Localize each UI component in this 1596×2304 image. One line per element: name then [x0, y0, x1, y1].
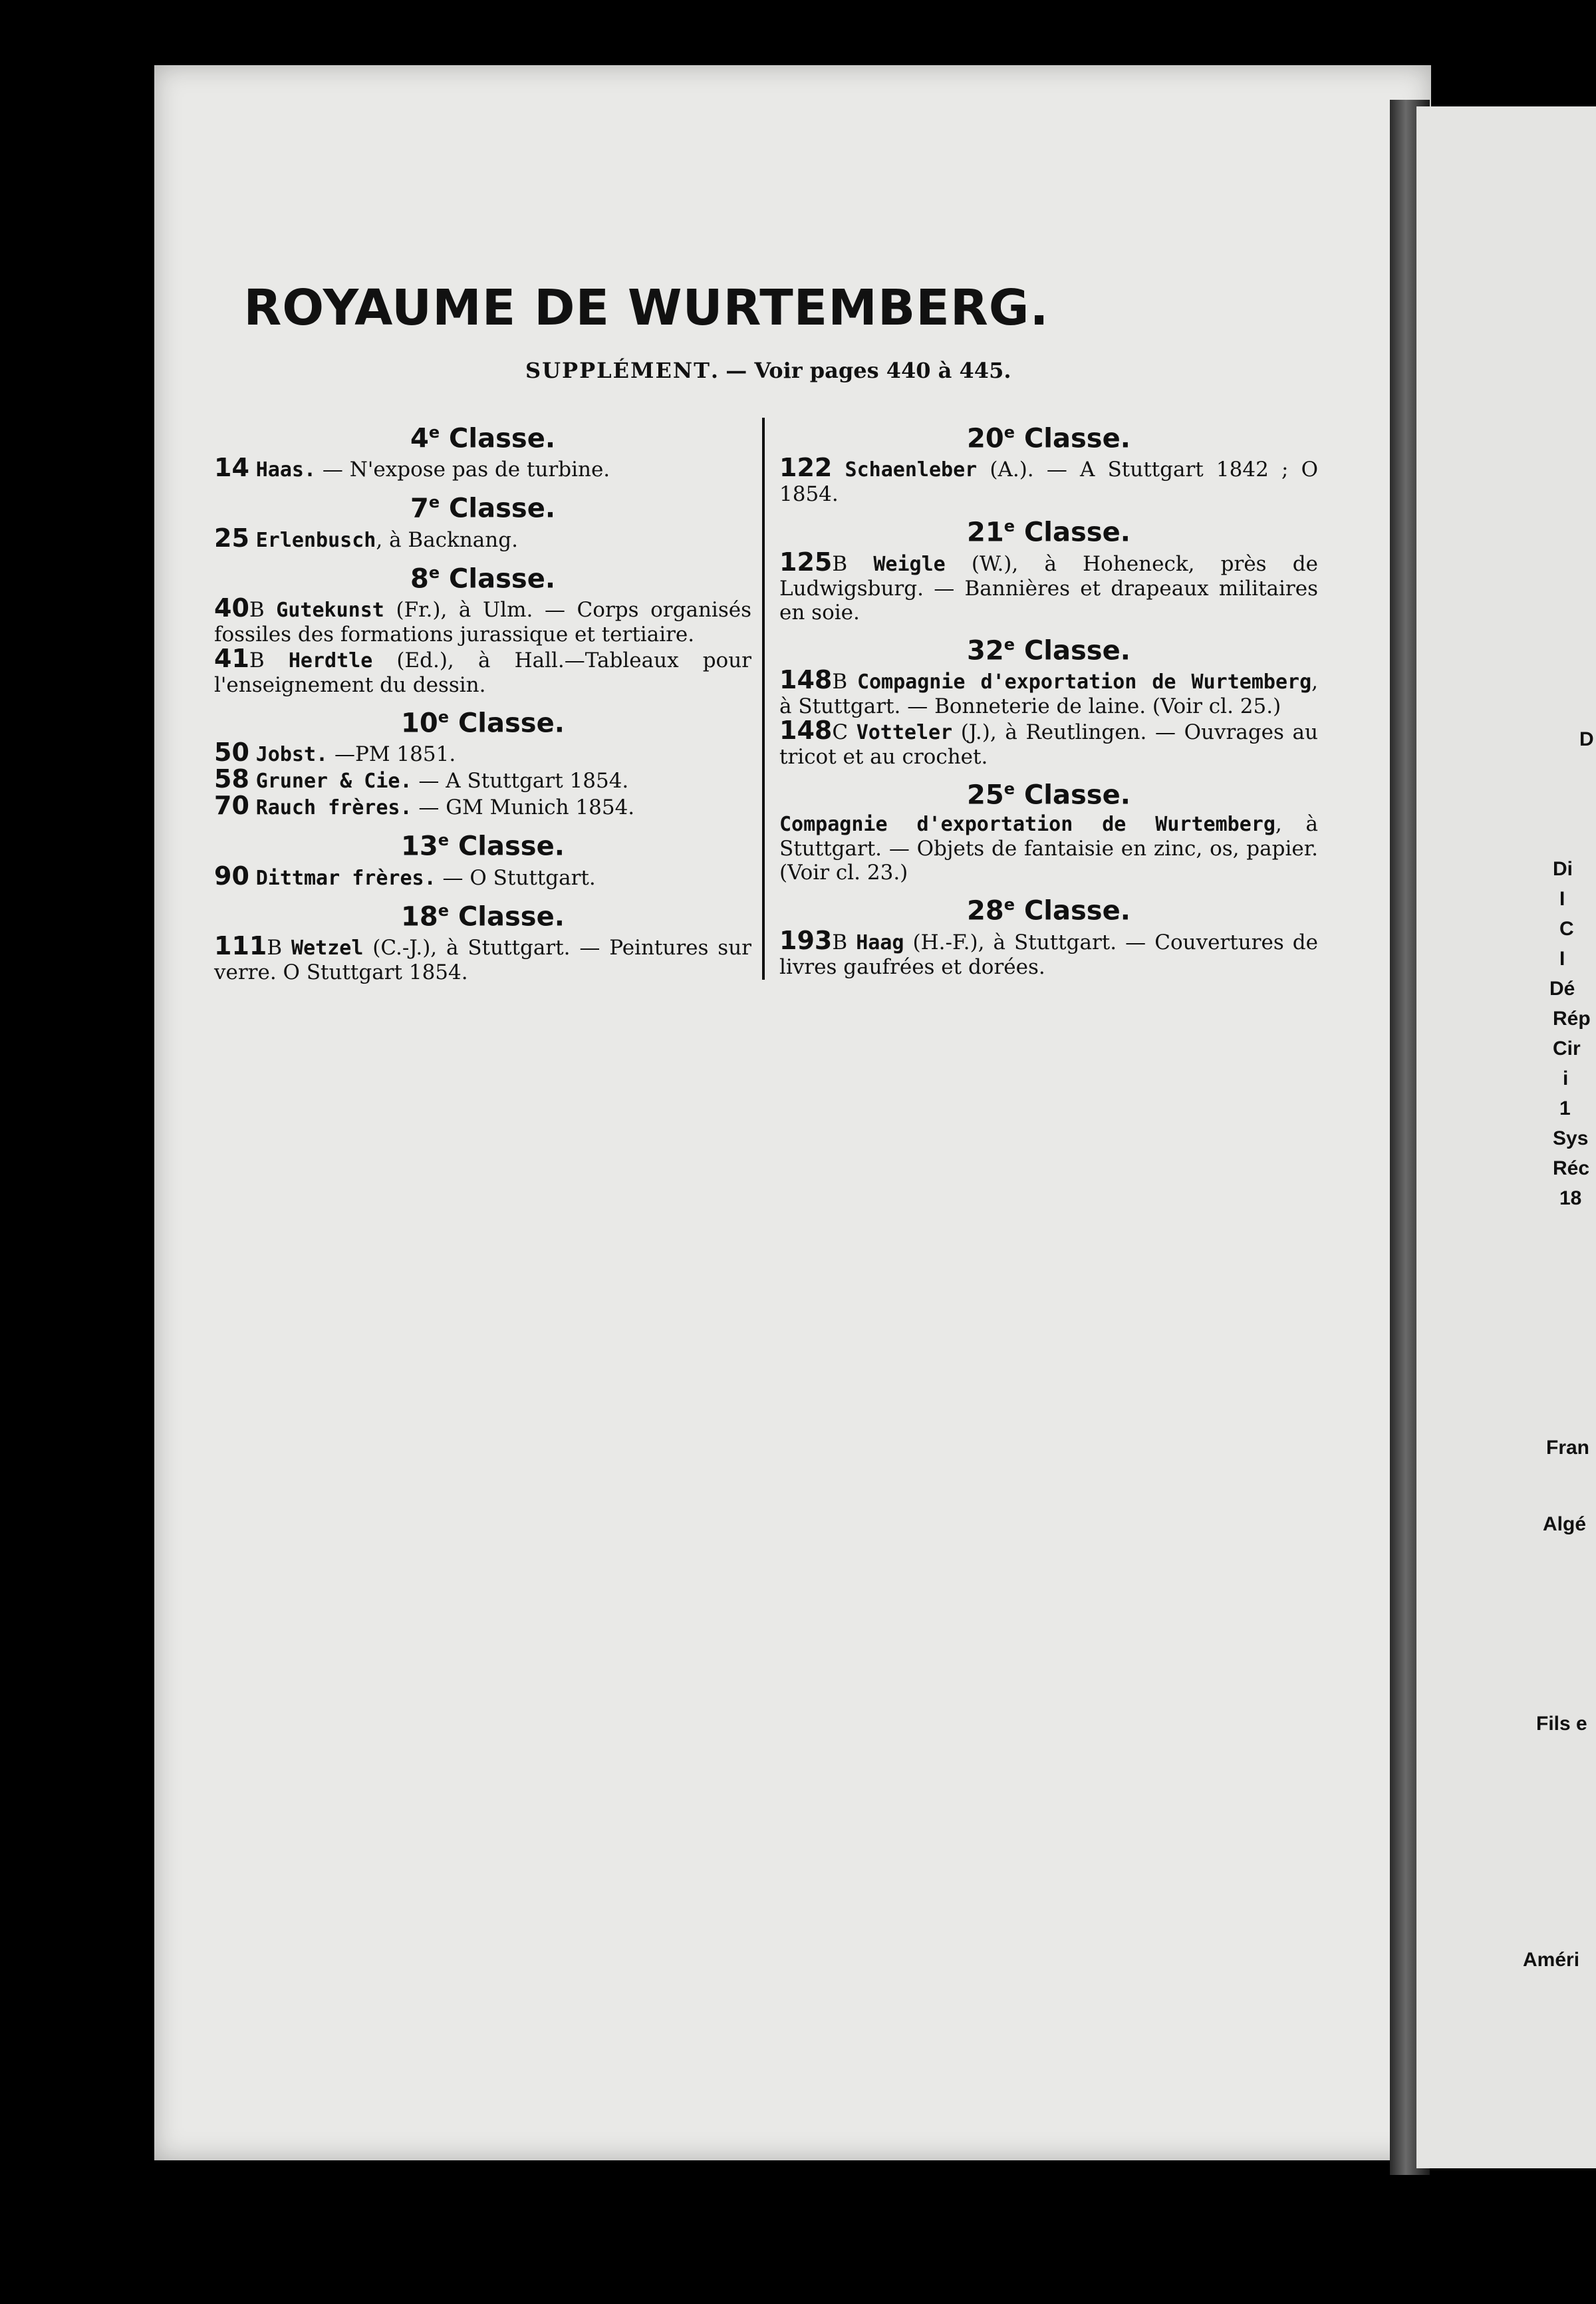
entry-number: 193: [779, 925, 833, 955]
exhibitor-name: Weigle: [873, 552, 946, 576]
facing-page-fragment: Réc: [1553, 1157, 1590, 1179]
exhibitor-name: Haas.: [255, 458, 317, 482]
classe-heading: [214, 823, 751, 863]
entry-number: 148: [779, 664, 833, 694]
classe-word: Classe.: [449, 493, 556, 524]
catalogue-entry: [214, 523, 751, 553]
entry-number: 111: [214, 931, 267, 960]
classe-word: Classe.: [1023, 423, 1130, 454]
catalogue-entry: [214, 931, 751, 984]
catalogue-entry: [779, 664, 1318, 718]
classe-heading: [214, 485, 751, 525]
entry-suffix: C: [832, 720, 849, 744]
classe-superscript: e: [1003, 779, 1015, 798]
exhibitor-name: Gutekunst: [276, 598, 384, 622]
exhibitor-name: Jobst.: [255, 743, 329, 767]
exhibitor-name: Votteler: [856, 720, 953, 744]
classe-superscript: e: [1003, 895, 1015, 915]
exhibitor-name: Compagnie d'exportation de Wurtemberg: [779, 813, 1275, 837]
classe-number: 8: [410, 563, 429, 594]
facing-page-fragment: Dé: [1549, 978, 1575, 1000]
entry-suffix: B: [832, 551, 848, 576]
classe-heading: [779, 772, 1318, 812]
classe-superscript: e: [428, 563, 440, 582]
entry-description: (H.-F.), à Stuttgart. — Couvertures de livres gaufrées et dorées.: [779, 930, 1318, 979]
classe-word: Classe.: [1023, 635, 1130, 666]
exhibitor-name: Compagnie d'exportation de Wurtemberg: [857, 670, 1312, 694]
entry-number: 125: [779, 547, 833, 577]
classe-superscript: e: [428, 423, 440, 442]
entry-description: (A.). — A Stuttgart 1842 ; O 1854.: [779, 458, 1319, 507]
classe-number: 25: [967, 780, 1004, 811]
entry-description: , à Stuttgart. — Bonneterie de laine. (Voir cl. 25.): [779, 669, 1318, 718]
classe-word: Classe.: [1023, 517, 1130, 548]
classe-number: 20: [967, 423, 1004, 454]
entry-number: 122: [779, 453, 833, 483]
exhibitor-name: Erlenbusch: [255, 528, 376, 552]
catalogue-entry: [214, 861, 751, 891]
entry-number: 58: [214, 764, 249, 794]
facing-page-fragment: C: [1559, 918, 1574, 940]
classe-number: 28: [967, 895, 1004, 927]
entry-description: — A Stuttgart 1854.: [412, 769, 629, 793]
entry-number: 25: [214, 523, 249, 553]
exhibitor-name: Rauch frères.: [255, 796, 412, 820]
facing-page-fragment: D: [1579, 728, 1594, 750]
left-column: [214, 412, 751, 984]
exhibitor-name: Haag: [856, 931, 904, 954]
entry-description: (Ed.), à Hall.—Tableaux pour l'enseignement du dessin.: [214, 648, 751, 697]
entry-description: — N'expose pas de turbine.: [316, 458, 610, 482]
entry-suffix: B: [249, 597, 265, 622]
supplement-text: . — Voir pages 440 à 445.: [710, 358, 1011, 383]
classe-number: 18: [401, 901, 438, 932]
facing-page-fragment: I: [1559, 948, 1565, 970]
entry-description: (W.), à Hoheneck, près de Ludwigsburg. — Bannières et drapeaux militaires en soie.: [779, 551, 1318, 625]
exhibitor-name: Herdtle: [288, 648, 373, 672]
classe-heading: [779, 627, 1318, 668]
entry-description: , à Backnang.: [376, 527, 518, 552]
classe-superscript: e: [1003, 635, 1015, 654]
classe-word: Classe.: [449, 423, 556, 454]
facing-page-fragment: I: [1559, 888, 1565, 910]
classe-number: 10: [401, 708, 438, 739]
entry-suffix: B: [832, 669, 848, 694]
classe-word: Classe.: [458, 901, 565, 932]
classe-heading: [214, 555, 751, 596]
catalogue-entry: [214, 764, 751, 794]
classe-word: Classe.: [1023, 895, 1130, 927]
entry-description: — O Stuttgart.: [436, 865, 596, 890]
column-divider: [762, 418, 765, 980]
entry-description: (J.), à Reutlingen. — Ouvrages au tricot et au crochet.: [779, 720, 1318, 769]
catalogue-entry: [779, 715, 1318, 769]
classe-word: Classe.: [458, 708, 565, 739]
classe-word: Classe.: [1023, 780, 1130, 811]
exhibitor-name: Schaenleber: [845, 458, 978, 482]
classe-heading: [214, 700, 751, 740]
catalogue-entry: [214, 453, 751, 483]
classe-heading: [214, 893, 751, 934]
classe-superscript: e: [1003, 423, 1015, 442]
entry-description: —PM 1851.: [328, 742, 456, 767]
entry-description: , à Stuttgart. — Objets de fantaisie en zinc, os, papier. (Voir cl. 23.): [779, 812, 1318, 885]
facing-page-fragment: Améri: [1523, 1949, 1580, 1971]
entry-number: 40: [214, 593, 249, 623]
classe-superscript: e: [438, 707, 449, 726]
classe-number: 7: [410, 493, 429, 524]
entry-suffix: B: [249, 648, 265, 672]
classe-number: 32: [967, 635, 1004, 666]
classe-number: 21: [967, 517, 1004, 548]
catalogue-entry: [779, 812, 1318, 885]
entry-description: (Fr.), à Ulm. — Corps organisés fossiles des formations jurassique et tertiaire.: [214, 597, 751, 647]
classe-word: Classe.: [449, 563, 556, 594]
exhibitor-name: Wetzel: [291, 936, 364, 960]
facing-page-fragment: 1: [1559, 1097, 1571, 1119]
classe-superscript: e: [438, 901, 449, 920]
facing-page-fragment: 18: [1559, 1187, 1582, 1209]
supplement-label: SUPPLÉMENT: [525, 358, 711, 383]
page-title: ROYAUME DE WURTEMBERG.: [243, 279, 1049, 337]
entry-description: — GM Munich 1854.: [412, 795, 635, 820]
facing-page-fragment: Fils e: [1536, 1713, 1587, 1735]
right-column: [779, 412, 1318, 979]
facing-page-fragment: Fran: [1546, 1437, 1590, 1459]
facing-page-fragment: Di: [1553, 858, 1573, 880]
entry-number: 41: [214, 643, 249, 673]
catalogue-entry: [214, 643, 751, 697]
classe-word: Classe.: [458, 831, 565, 862]
facing-page-fragment: Algé: [1543, 1513, 1587, 1535]
classe-number: 4: [410, 423, 429, 454]
classe-heading: [779, 509, 1318, 549]
classe-superscript: e: [438, 831, 449, 850]
exhibitor-name: Dittmar frères.: [255, 866, 436, 890]
facing-page-fragment: Sys: [1553, 1127, 1589, 1149]
facing-page-fragment: i: [1563, 1068, 1569, 1089]
entry-number: 14: [214, 453, 249, 483]
catalogue-entry: [779, 547, 1318, 625]
entry-description: (C.-J.), à Stuttgart. — Peintures sur verre. O Stuttgart 1854.: [214, 935, 751, 984]
entry-number: 90: [214, 861, 249, 891]
classe-heading: [779, 415, 1318, 456]
facing-page-fragment: Rép: [1553, 1008, 1591, 1030]
exhibitor-name: Gruner & Cie.: [255, 770, 412, 793]
facing-page-fragment: Cir: [1553, 1038, 1581, 1060]
entry-number: 70: [214, 791, 249, 821]
catalogue-entry: [214, 793, 751, 820]
catalogue-entry: [214, 593, 751, 647]
classe-heading: [779, 887, 1318, 928]
supplement-line: [525, 358, 1011, 383]
classe-superscript: e: [1003, 517, 1015, 536]
classe-heading: [214, 415, 751, 456]
catalogue-entry: [779, 925, 1318, 979]
entry-suffix: B: [832, 930, 848, 954]
entry-number: 148: [779, 715, 833, 745]
entry-suffix: B: [267, 935, 283, 960]
classe-superscript: e: [428, 493, 440, 512]
classe-number: 13: [401, 831, 438, 862]
catalogue-entry: [214, 740, 751, 767]
catalogue-entry: [779, 453, 1319, 507]
entry-number: 50: [214, 738, 249, 768]
